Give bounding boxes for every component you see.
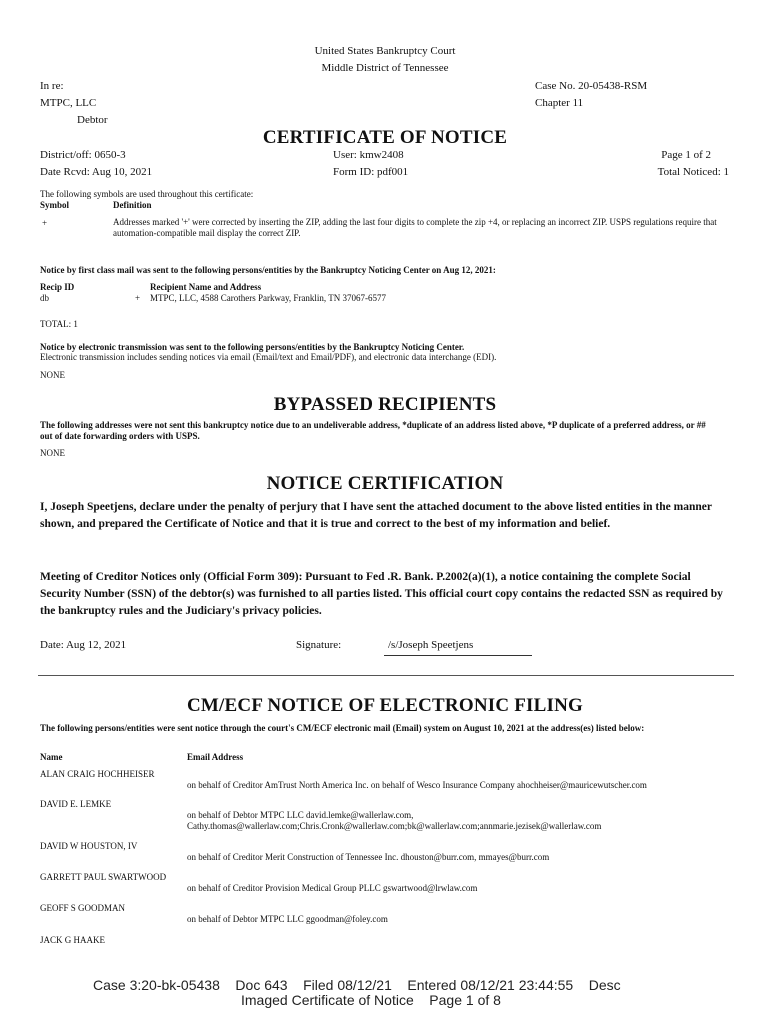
- cmecf-email-cont: Cathy.thomas@wallerlaw.com;Chris.Cronk@wallerlaw.com;bk@wallerlaw.com;annmarie.jezisek@wallerlaw.com: [187, 821, 602, 831]
- case-number: Case No. 20-05438-RSM: [535, 80, 648, 92]
- recip-id: db: [40, 293, 49, 303]
- page-title: CERTIFICATE OF NOTICE: [262, 127, 508, 148]
- court-district: Middle District of Tennessee: [321, 62, 449, 74]
- debtor-label: Debtor: [77, 114, 108, 126]
- bypassed-text: The following addresses were not sent this bankruptcy notice due to an undeliverable address, *duplicate of an address listed above, *P duplicate of a preferred address, or ## out of date forwarding orders with USPS.: [40, 420, 706, 441]
- symbols-intro: The following symbols are used throughout this certificate:: [40, 189, 254, 199]
- certification-title: NOTICE CERTIFICATION: [266, 473, 504, 494]
- date-rcvd: Date Rcvd: Aug 10, 2021: [40, 166, 153, 178]
- electronic-heading: Notice by electronic transmission was sent to the following persons/entities by the Bankruptcy Noticing Center.: [40, 342, 465, 352]
- cmecf-name: GEOFF S GOODMAN: [40, 903, 126, 913]
- bypassed-title: BYPASSED RECIPIENTS: [273, 394, 497, 415]
- cmecf-name: ALAN CRAIG HOCHHEISER: [40, 769, 155, 779]
- section-divider: [38, 675, 734, 676]
- signature-line: [384, 655, 532, 656]
- electronic-subheading: Electronic transmission includes sending notices via email (Email/text and Email/PDF), and electronic data interchange (EDI).: [40, 352, 497, 362]
- cmecf-intro: The following persons/entities were sent notice through the court's CM/ECF electronic mail (Email) system on August 10, 2021 at the address(es) listed below:: [40, 723, 645, 733]
- cmecf-email: on behalf of Debtor MTPC LLC ggoodman@foley.com: [187, 914, 388, 924]
- recipient-address: MTPC, LLC, 4588 Carothers Parkway, Franklin, TN 37067-6577: [150, 293, 386, 303]
- electronic-none: NONE: [40, 370, 65, 380]
- first-class-heading: Notice by first class mail was sent to the following persons/entities by the Bankruptcy Noticing Center on Aug 12, 2021:: [40, 265, 496, 275]
- col-name: Name: [40, 752, 63, 762]
- col-recip-id: Recip ID: [40, 282, 75, 292]
- debtor-name: MTPC, LLC: [40, 97, 97, 109]
- user-id: User: kmw2408: [333, 149, 404, 161]
- cmecf-email: on behalf of Creditor Merit Construction of Tennessee Inc. dhouston@burr.com, mmayes@burr.com: [187, 852, 550, 862]
- cmecf-name: DAVID E. LEMKE: [40, 799, 112, 809]
- signature-label: Signature:: [296, 639, 342, 651]
- district-off: District/off: 0650-3: [40, 149, 126, 161]
- certification-paragraph-2: Meeting of Creditor Notices only (Official Form 309): Pursuant to Fed .R. Bank. P.2002(a)(1), a notice containing the complete Social Security Number (SSN) of the debtor(s) was furnished to all parties listed. This official court copy contains the redacted SSN as required by the bankruptcy rules and the Judiciary's privacy policies.: [40, 571, 723, 617]
- total-noticed: Total Noticed: 1: [657, 166, 729, 178]
- symbol-plus-definition: Addresses marked '+' were corrected by inserting the ZIP, adding the last four digits to complete the zip +4, or replacing an incorrect ZIP. USPS regulations require that automation-compatible mail display the correct ZIP.: [113, 217, 717, 238]
- footer-page-line: Imaged Certificate of Notice Page 1 of 8: [241, 992, 501, 1008]
- court-name: United States Bankruptcy Court: [314, 45, 456, 57]
- cmecf-email: on behalf of Creditor Provision Medical Group PLLC gswartwood@lrwlaw.com: [187, 883, 478, 893]
- cmecf-name: GARRETT PAUL SWARTWOOD: [40, 872, 167, 882]
- cmecf-email: on behalf of Debtor MTPC LLC david.lemke@wallerlaw.com,: [187, 810, 414, 820]
- page-count: Page 1 of 2: [661, 149, 711, 161]
- col-recipient: Recipient Name and Address: [150, 282, 262, 292]
- cmecf-name: JACK G HAAKE: [40, 935, 105, 945]
- form-id: Form ID: pdf001: [333, 166, 409, 178]
- certification-paragraph-1: I, Joseph Speetjens, declare under the penalty of perjury that I have sent the attached document to the above listed entities in the manner shown, and prepared the Certificate of Notice and that it is true and correct to the best of my information and belief.: [40, 501, 712, 530]
- signature: /s/Joseph Speetjens: [388, 639, 474, 651]
- certification-date: Date: Aug 12, 2021: [40, 639, 127, 651]
- first-class-total: TOTAL: 1: [40, 319, 78, 329]
- col-email: Email Address: [187, 752, 244, 762]
- symbol-plus: +: [42, 218, 48, 228]
- bypassed-none: NONE: [40, 448, 65, 458]
- in-re-label: In re:: [40, 80, 64, 92]
- cmecf-email: on behalf of Creditor AmTrust North America Inc. on behalf of Wesco Insurance Company ahochheiser@mauricewutscher.com: [187, 780, 647, 790]
- symbols-header-definition: Definition: [113, 200, 152, 210]
- footer-case-line: Case 3:20-bk-05438 Doc 643 Filed 08/12/21 Entered 08/12/21 23:44:55 Desc: [93, 977, 621, 993]
- cmecf-title: CM/ECF NOTICE OF ELECTRONIC FILING: [187, 695, 583, 716]
- symbols-header-symbol: Symbol: [40, 200, 70, 210]
- chapter: Chapter 11: [535, 97, 584, 109]
- recip-mark: +: [135, 293, 141, 303]
- cmecf-name: DAVID W HOUSTON, IV: [40, 841, 138, 851]
